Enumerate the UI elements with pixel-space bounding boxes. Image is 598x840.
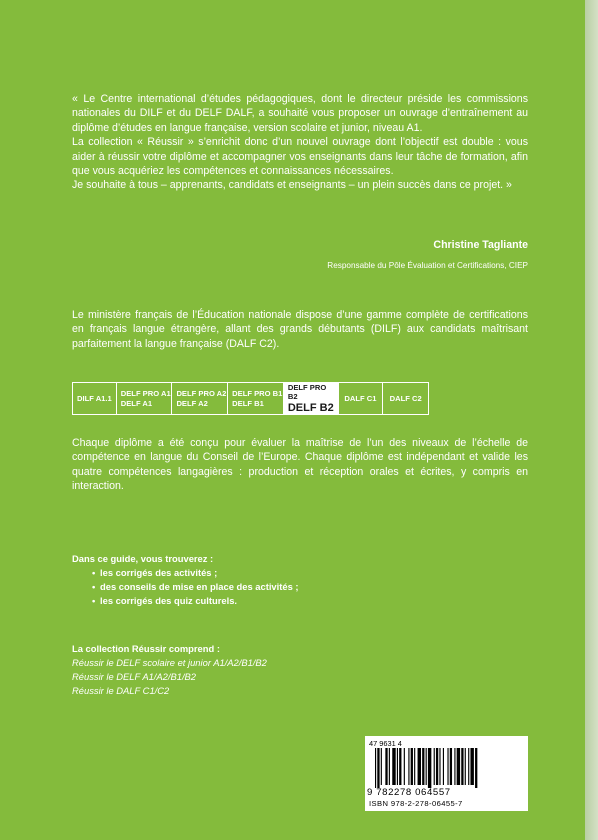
quote-block <box>72 92 528 193</box>
list-item: • les corrigés des activités ; <box>92 566 472 580</box>
quote-paragraph-2: La collection « Réussir » s’enrichit donc d’un nouvel ouvrage dont l’objectif est double : vous aider à réussir votre diplôme et accompagner vos enseignants dans leur tâche de formation, afin que vous acquériez les compétences et connaissances nécessaires. <box>72 136 528 178</box>
barcode-icon <box>371 748 521 788</box>
description-paragraph: Chaque diplôme a été conçu pour évaluer la maîtrise de l’un des niveaux de l’échelle de compétence en langue du Conseil de l’Europe. Chaque diplôme est indépendant et valide les quatre compétences langagières : production et réception orales et écrites, y compris en interaction. <box>72 437 528 493</box>
signature-role: Responsable du Pôle Évaluation et Certifications, CIEP <box>327 261 528 270</box>
level-cell-c2 <box>383 383 428 414</box>
collection-heading: La collection Réussir comprend : <box>72 643 220 654</box>
level-label: DELF PRO A1 <box>120 389 171 398</box>
list-item: • les corrigés des quiz culturels. <box>92 594 472 608</box>
level-cell-b2-highlighted <box>284 383 339 414</box>
quote-paragraph-3: Je souhaite à tous – apprenants, candidats et enseignants – un plein succès dans ce projet. » <box>72 179 512 192</box>
level-label: DALF C2 <box>389 393 422 403</box>
collection-item: Réussir le DALF C1/C2 <box>72 685 170 696</box>
collection-item: Réussir le DELF A1/A2/B1/B2 <box>72 671 197 682</box>
level-label: DALF C1 <box>344 393 377 403</box>
guide-list <box>72 566 472 608</box>
level-cell-c1 <box>339 383 384 414</box>
level-cell-b1 <box>228 383 284 414</box>
barcode-digits: 9 782278 064557 <box>367 787 451 798</box>
barcode-box <box>365 736 528 811</box>
page-edge <box>585 0 598 840</box>
signature <box>200 238 528 272</box>
level-label: DELF A1 <box>120 398 153 408</box>
guide-section <box>72 552 472 608</box>
level-label: DELF A2 <box>176 398 208 408</box>
signature-name: Christine Tagliante <box>433 239 528 251</box>
level-label: DELF PRO A2 <box>176 389 227 398</box>
level-label: DELF PRO B2 <box>287 382 327 401</box>
level-label-emphasized: DELF B2 <box>287 401 334 414</box>
level-label: DELF B1 <box>232 398 264 408</box>
collection-item: Réussir le DELF scolaire et junior A1/A2/B1/B2 <box>72 657 267 668</box>
guide-heading: Dans ce guide, vous trouverez : <box>72 553 214 564</box>
level-label: DELF PRO B1 <box>232 389 283 398</box>
level-cell-a2 <box>172 383 228 414</box>
intro-paragraph: Le ministère français de l’Éducation nationale dispose d’une gamme complète de certifications en français langue étrangère, allant des grands débutants (DILF) aux candidats maîtrisant parfaitement la langue française (DALF C2). <box>72 309 528 350</box>
level-label: DILF A1.1 <box>77 393 112 403</box>
barcode-top-code: 47 9631 4 <box>369 739 402 748</box>
quote-paragraph-1: « Le Centre international d’études pédagogiques, dont le directeur préside les commissions nationales du DILF et du DELF DALF, a souhaité vous proposer un ouvrage d’entraînement au diplôme d’études en langue française, version scolaire et junior, niveau A1. <box>72 93 528 134</box>
isbn-text: ISBN 978-2-278-06455-7 <box>369 799 463 808</box>
collection-section <box>72 642 372 698</box>
level-cell-a1 <box>117 383 173 414</box>
certification-levels-table <box>72 382 429 415</box>
level-cell-dilf-a1-1 <box>73 383 117 414</box>
list-item: • des conseils de mise en place des activités ; <box>92 580 472 594</box>
